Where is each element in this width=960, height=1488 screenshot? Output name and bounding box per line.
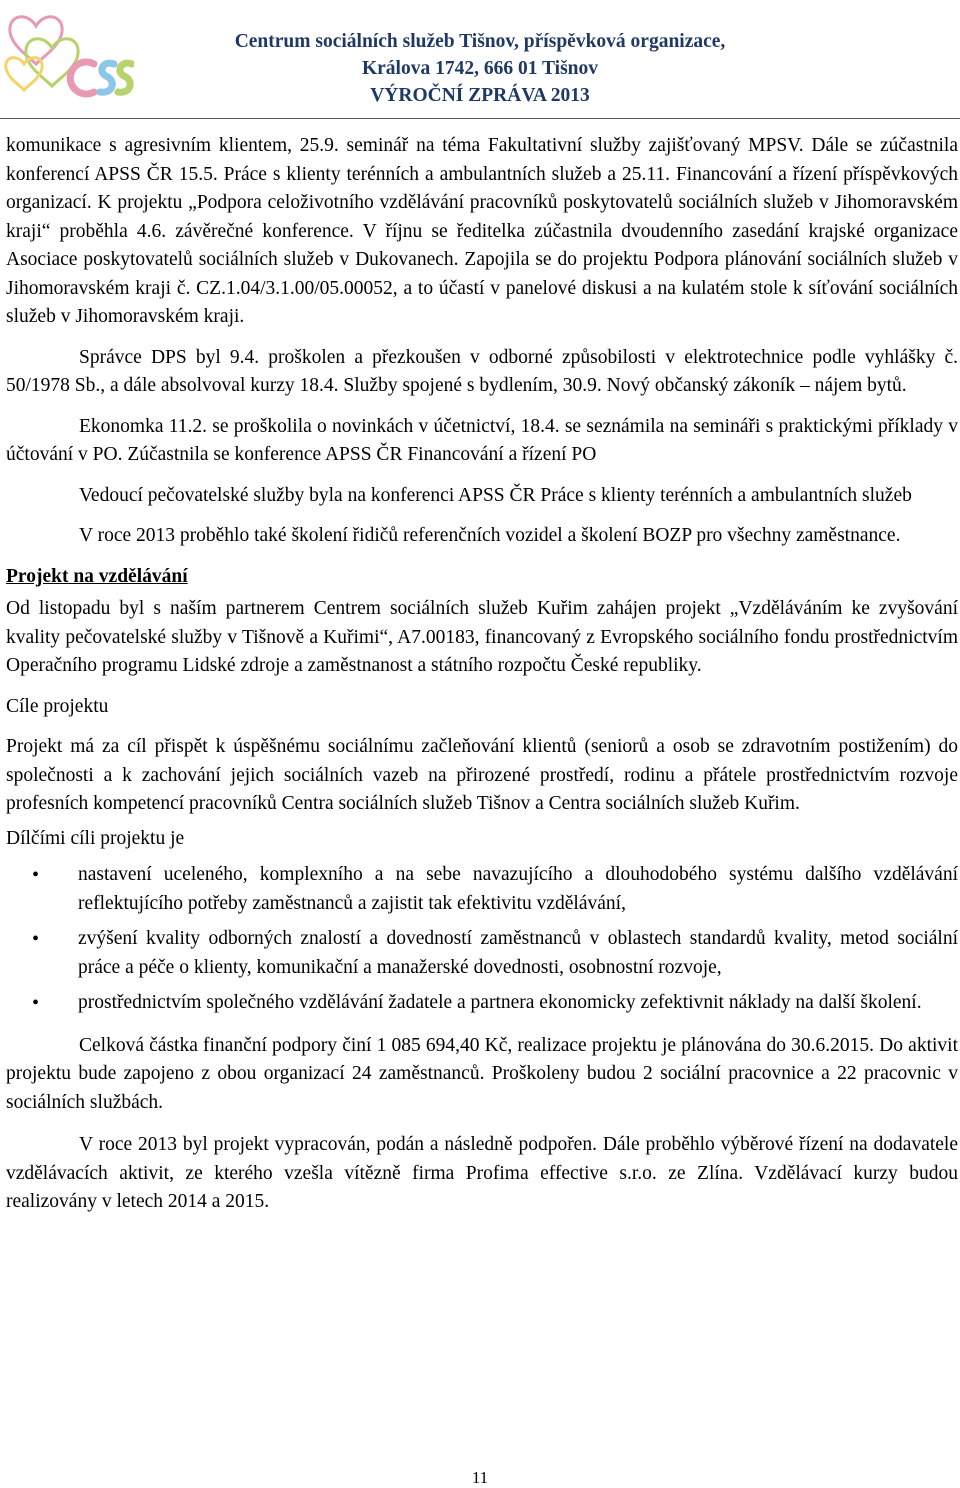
list-item: • prostřednictvím společného vzdělávání žadatele a partnera ekonomicky zefektivnit náklady na další školení.: [6, 989, 958, 1018]
header-divider: [0, 118, 960, 119]
paragraph-care-service-head: Vedoucí pečovatelské služby byla na konferenci APSS ČR Práce s klienty terénních a ambulantních služeb: [79, 484, 912, 506]
paragraph-project-goals: Projekt má za cíl přispět k úspěšnému sociálnímu začleňování klientů (seniorů a osob se zdravotním postižením) do společnosti a k zachování jejich sociálních vazeb na přirozené prostředí, rodinu a přátele prostřednictvím rozvoje profesních kompetencí pracovníků Centra sociálních služeb Tišnov a Centra sociálních služeb Kuřim.: [6, 736, 958, 814]
logo-letter-c: [70, 62, 94, 94]
document-header: [135, 28, 825, 109]
page-number: 11: [471, 1468, 489, 1487]
heading-project: Projekt na vzdělávání: [6, 565, 188, 587]
paragraph-dps-manager: Správce DPS byl 9.4. proškolen a přezkoušen v odborné způsobilosti v elektrotechnice podle vyhlášky č. 50/1978 Sb., a dále absolvoval kurzy 18.4. Služby spojené s bydlením, 30.9. Nový občanský zákoník – nájem bytů.: [6, 346, 958, 396]
logo-letter-s1: [100, 63, 114, 92]
header-organization: Centrum sociálních služeb Tišnov, příspěvková organizace,: [234, 31, 726, 52]
paragraph-director-training: komunikace s agresivním klientem, 25.9. seminář na téma Fakultativní služby zajišťovaný MPSV. Dále se zúčastnila konferencí APSS ČR 15.5. Práce s klienty terénních a ambulantních služeb a 25.11. Financování a řízení příspěvkových organizací. K projektu „Podpora celoživotního vzdělávání pracovníků poskytovatelů sociálních služeb v Jihomoravském kraji“ proběhla 4.6. závěrečné konference. V říjnu se ředitelka zúčastnila dvoudenního zasedání krajské organizace Asociace poskytovatelů sociálních služeb v Dukovanech. Zapojila se do projektu Podpora plánování sociálních služeb v Jihomoravském kraji č. CZ.1.04/3.1.00/05.00052, a to účastí v panelové diskusi a na kulatém stole k síťování sociálních služeb v Jihomoravském kraji.: [6, 135, 958, 327]
paragraph-driver-training: V roce 2013 proběhlo také školení řidičů referenčních vozidel a školení BOZP pro všechny zaměstnance.: [79, 525, 901, 546]
organization-logo: [2, 4, 134, 116]
heading-project-goals: Cíle projektu: [6, 695, 109, 717]
paragraph-project-status: V roce 2013 byl projekt vypracován, podán a následně podpořen. Dále proběhlo výběrové řízení na dodavatele vzdělávacích aktivit, ze kterého vzešla vítězně firma Profima effective s.r.o. ze Zlína. Vzdělávací kurzy budou realizovány v letech 2014 a 2015.: [6, 1134, 958, 1212]
list-item: • zvýšení kvality odborných znalostí a dovedností zaměstnanců v oblastech standardů kvality, metod sociální práce a péče o klienty, komunikační a manažerské dovednosti, osobnostní rozvoje,: [6, 925, 958, 982]
paragraph-financial-support: Celková částka finanční podpory činí 1 085 694,40 Kč, realizace projektu je plánována do 30.6.2015. Do aktivit projektu bude zapojeno z obou organizací 24 zaměstnanců. Proškoleny budou 2 sociální pracovnice a 22 pracovnic v sociálních službách.: [6, 1034, 958, 1113]
paragraph-economist: Ekonomka 11.2. se proškolila o novinkách v účetnictví, 18.4. se seznámila na semináři s praktickými příklady v účtování v PO. Zúčastnila se konference APSS ČR Financování a řízení PO: [6, 415, 958, 465]
logo-letter-s2: [118, 63, 132, 92]
header-address: Králova 1742, 666 01 Tišnov: [361, 58, 599, 79]
list-item: • nastavení uceleného, komplexního a na sebe navazujícího a dlouhodobého systému dalšího vzdělávání reflektujícího potřeby zaměstnanců a zajistit tak efektivitu vzdělávání,: [6, 861, 958, 918]
header-report-title: VÝROČNÍ ZPRÁVA 2013: [370, 85, 590, 106]
heading-sub-goals: Dílčími cíli projektu je: [6, 827, 185, 849]
paragraph-project-intro: Od listopadu byl s naším partnerem Centrem sociálních služeb Kuřim zahájen projekt „Vzděláváním ke zvyšování kvality pečovatelské služby v Tišnově a Kuřimi“, A7.00183, financovaný z Evropského sociálního fondu prostřednictvím Operačního programu Lidské zdroje a zaměstnanost a státního rozpočtu České republiky.: [6, 598, 958, 676]
sub-goals-list: [6, 861, 958, 1018]
document-body: [6, 132, 958, 1217]
